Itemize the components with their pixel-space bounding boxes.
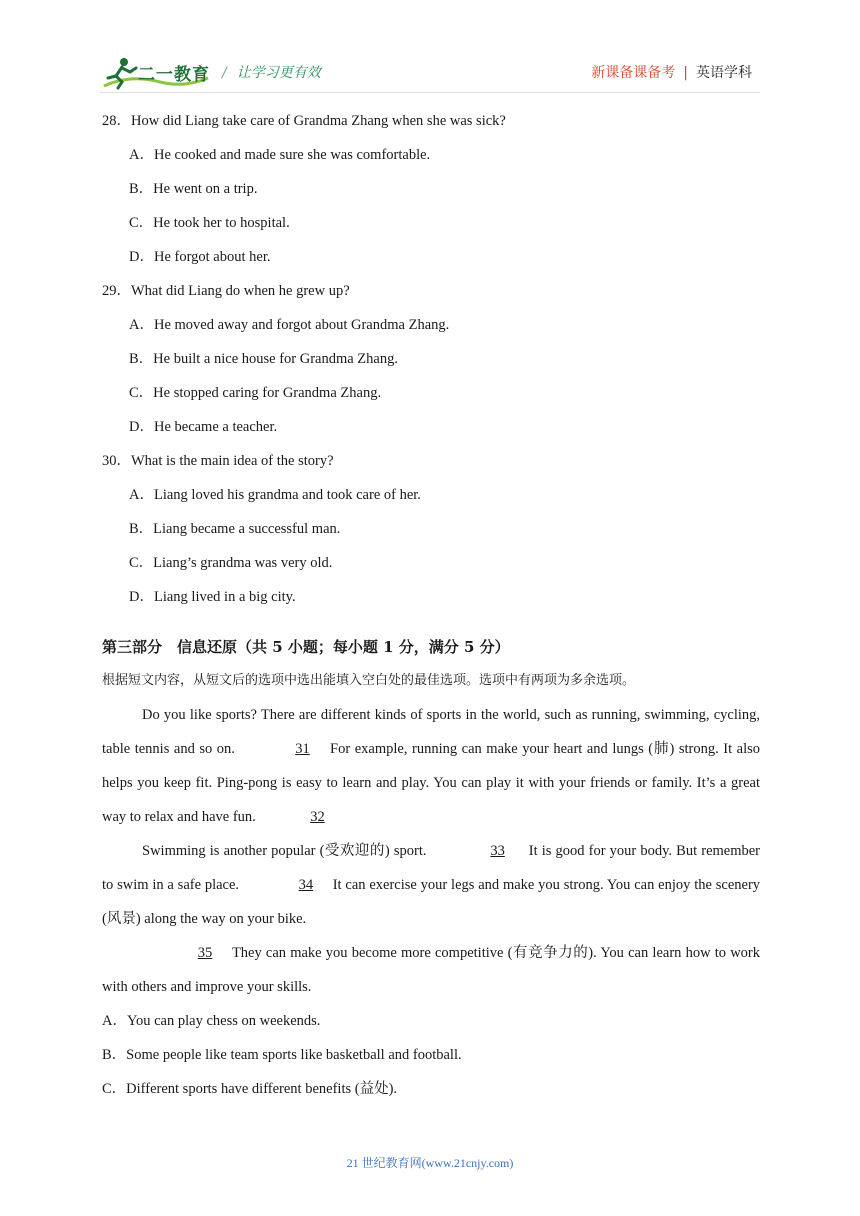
choice-option: C．Different sports have different benefits (益处). — [102, 1081, 398, 1097]
blank-33: 33 — [490, 843, 505, 859]
choice-option: A．You can play chess on weekends. — [102, 1013, 321, 1029]
answer-option: D．He became a teacher. — [129, 419, 278, 435]
page-header — [0, 0, 860, 100]
answer-option: C．Liang’s grandma was very old. — [129, 555, 333, 571]
question-stem: 30．What is the main idea of the story? — [102, 453, 334, 469]
section-instruction: 根据短文内容，从短文后的选项中选出能填入空白处的最佳选项。选项中有两项为多余选项。 — [102, 673, 636, 688]
answer-option: C．He took her to hospital. — [129, 215, 290, 231]
header-right: 新课备课备考 | 英语学科 — [591, 65, 752, 81]
passage-text: Do you like sports? There are different kinds of sports in the world, such as running, swimming, cycling, table tennis and so on. — [102, 707, 760, 757]
passage-text: They can make you become more competitive (有竞争力的). You can learn how to work with others and improve your skills. — [102, 945, 760, 995]
passage-text: For example, running can make your heart and lungs (肺) strong. It also helps you keep fit. Ping-pong is easy to learn and play. You can play it with your friends or family. It’s a great way to relax and have fun. — [102, 741, 761, 825]
header-label-course: 新课备课备考 — [591, 65, 676, 81]
blank-35: 35 — [197, 945, 213, 961]
question-stem: 29．What did Liang do when he grew up? — [102, 283, 350, 299]
logo-text: 二一教育 — [138, 65, 210, 85]
header-divider — [100, 92, 760, 93]
passage-text: It can exercise your legs and make you strong. You can enjoy the scenery (风景) along the way on your bike. — [102, 877, 761, 927]
blank-31: 31 — [295, 741, 310, 757]
header-label-subject: 英语学科 — [696, 65, 752, 81]
passage-paragraph — [102, 936, 760, 1004]
section-title: 第三部分 信息还原（共 5 小题；每小题 1 分，满分 5 分） — [102, 638, 510, 656]
answer-option: D．He forgot about her. — [129, 249, 271, 265]
choice-option: B．Some people like team sports like basketball and football. — [102, 1047, 462, 1063]
answer-option: B．He built a nice house for Grandma Zhang. — [129, 351, 398, 367]
answer-option: A．He moved away and forgot about Grandma Zhang. — [129, 317, 450, 333]
answer-option: C．He stopped caring for Grandma Zhang. — [129, 385, 382, 401]
passage-text: Swimming is another popular (受欢迎的) sport. — [142, 843, 427, 859]
answer-option: A．Liang loved his grandma and took care of her. — [129, 487, 421, 503]
slogan-text: 让学习更有效 — [236, 65, 321, 81]
answer-option: B．He went on a trip. — [129, 181, 258, 197]
header-slogan: / 让学习更有效 — [222, 65, 321, 81]
passage-paragraph — [102, 698, 760, 834]
question-stem: 28．How did Liang take care of Grandma Zhang when she was sick? — [102, 113, 506, 129]
answer-option: A．He cooked and made sure she was comfortable. — [129, 147, 431, 163]
document-body — [102, 104, 760, 1106]
answer-option: D．Liang lived in a big city. — [129, 589, 296, 605]
passage-text: It is good for your body. But remember to swim in a safe place. — [102, 843, 761, 893]
passage-paragraph — [102, 834, 760, 936]
answer-option: B．Liang became a successful man. — [129, 521, 341, 537]
blank-32: 32 — [310, 809, 325, 825]
page-footer: 21 世纪教育网(www.21cnjy.com) — [346, 1156, 514, 1170]
blank-34: 34 — [298, 877, 314, 893]
